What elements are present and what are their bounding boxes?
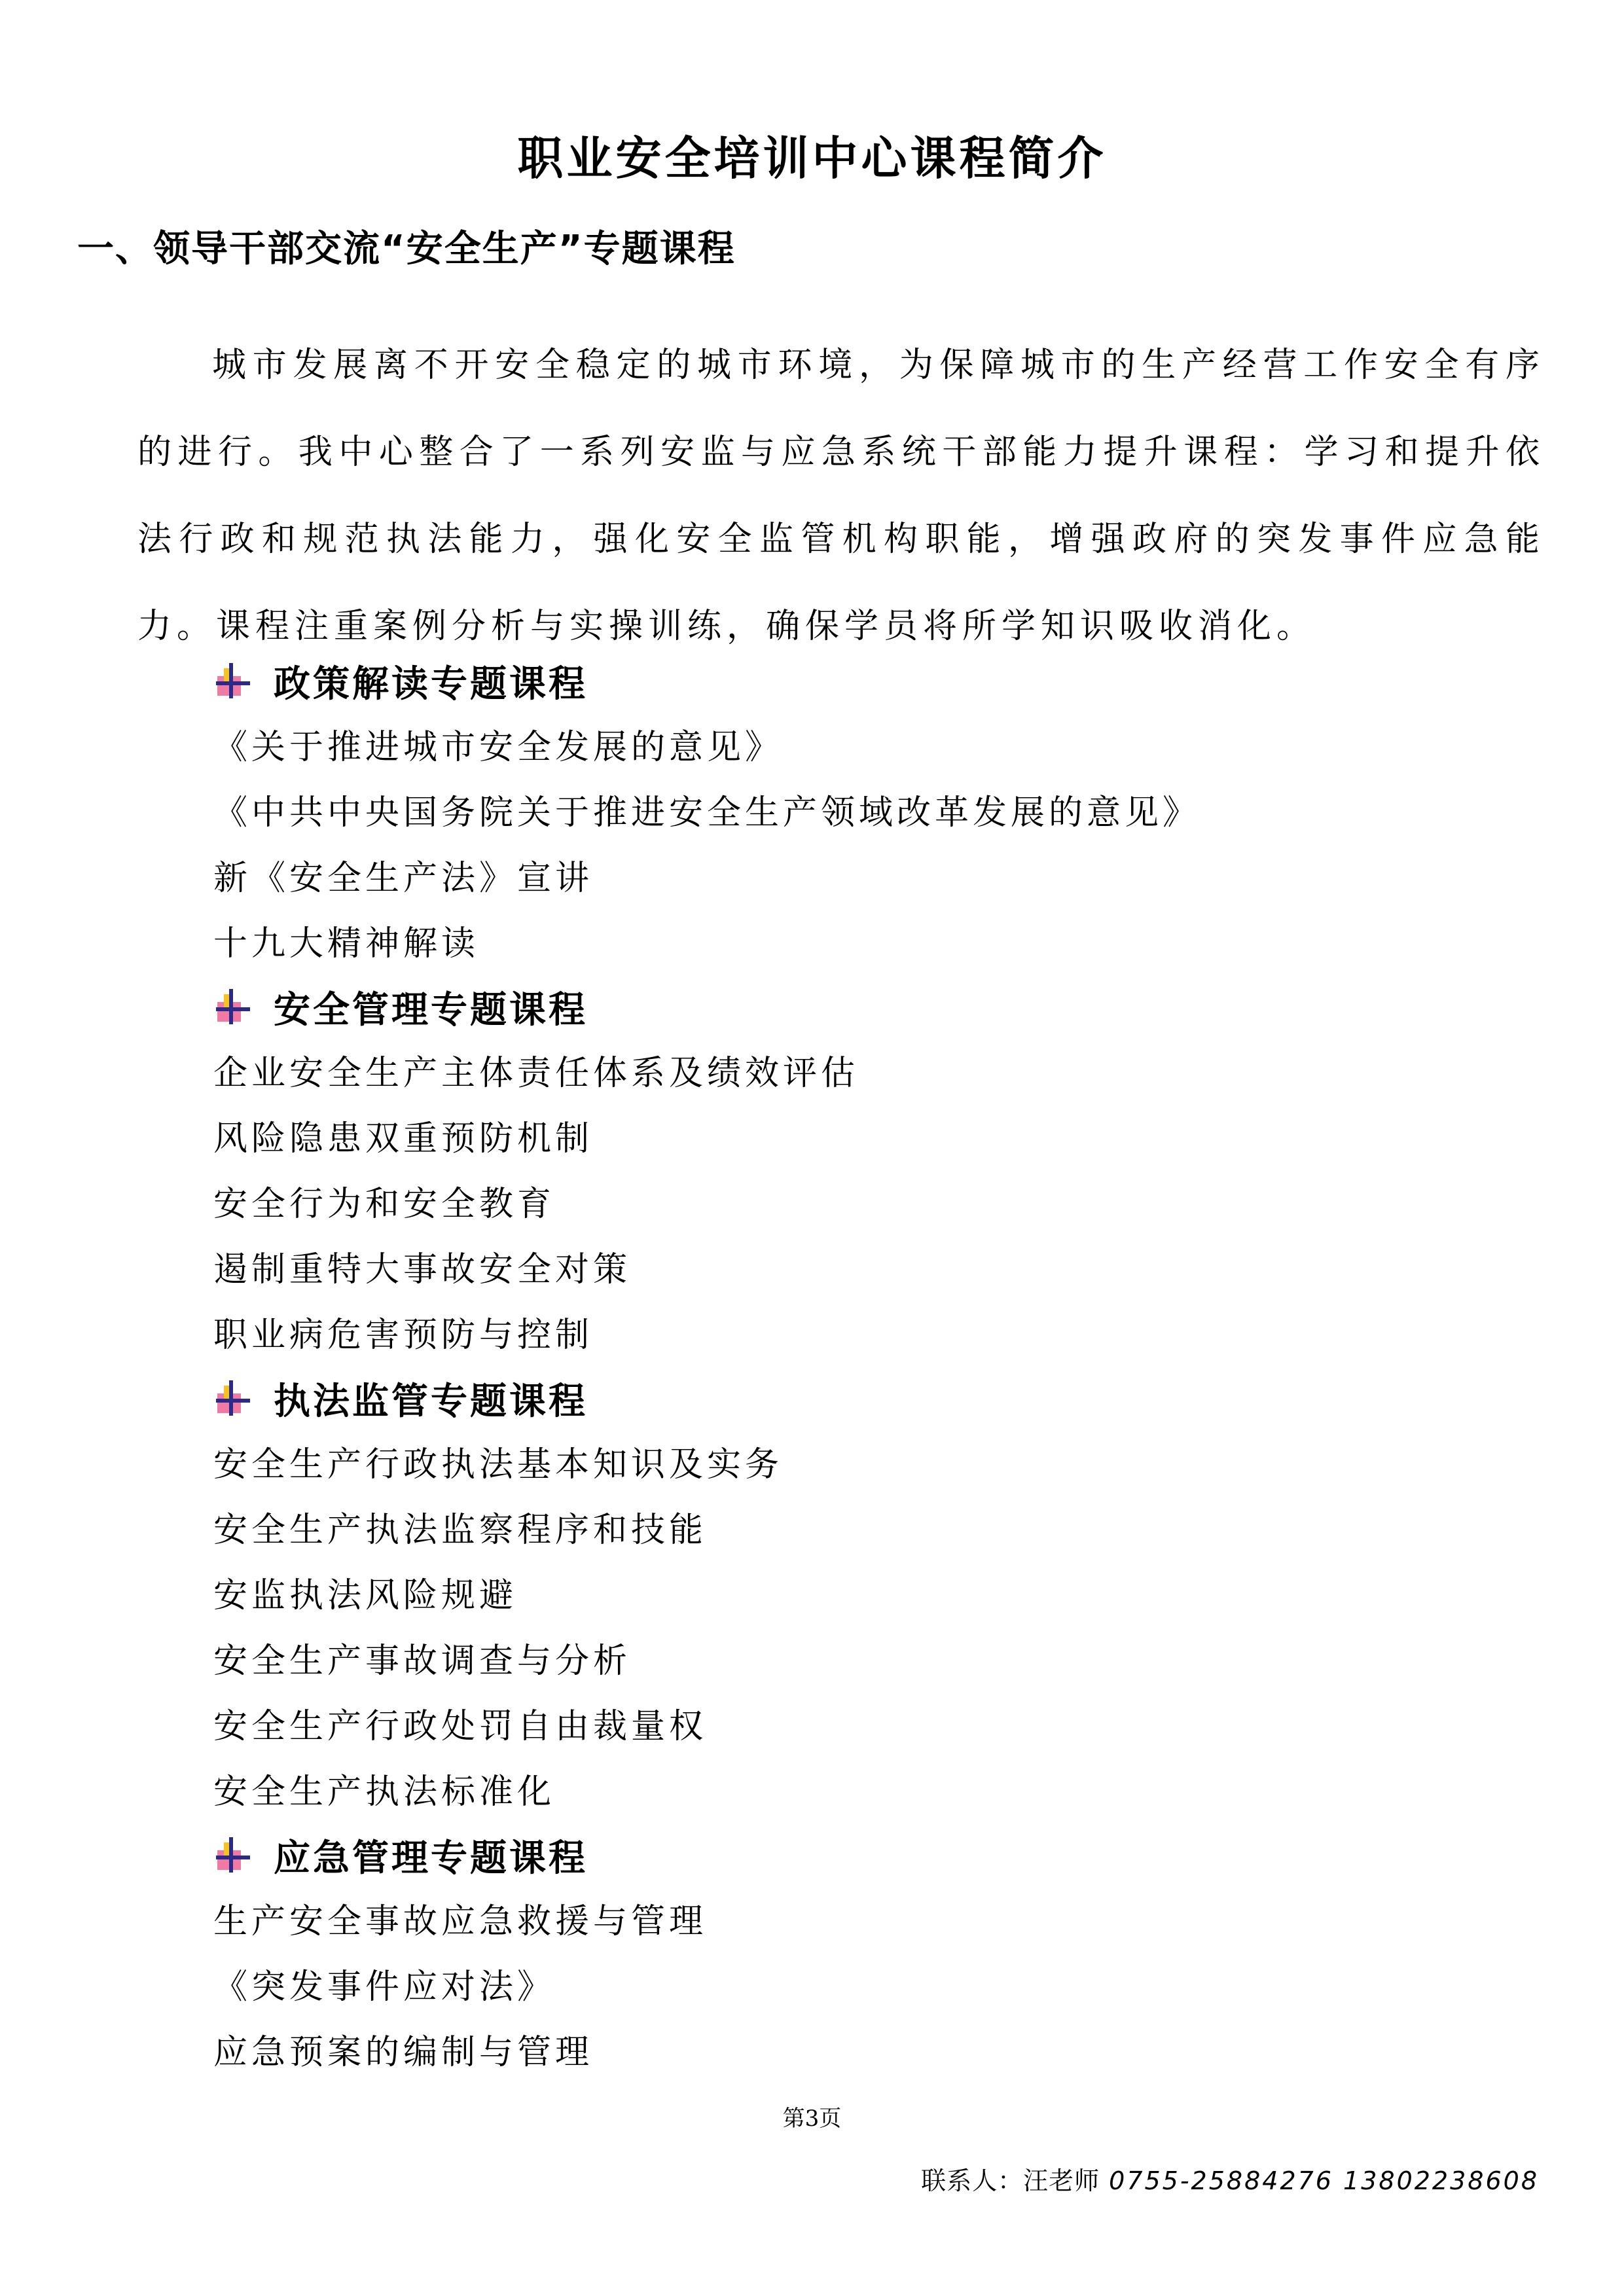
bullet-cross-icon [213, 1379, 255, 1418]
bullet-cross-icon [213, 1836, 255, 1875]
contact-label: 联系人：汪老师 [921, 2166, 1100, 2195]
list-item: 生产安全事故应急救援与管理 [213, 1902, 708, 1941]
list-item: 安全生产事故调查与分析 [213, 1641, 632, 1681]
category-label: 执法监管专题课程 [274, 1380, 588, 1423]
list-item: 安监执法风险规避 [213, 1576, 518, 1615]
category-emergency [213, 1826, 588, 1885]
list-item: 《中共中央国务院关于推进安全生产领域改革发展的意见》 [213, 793, 1201, 833]
list-item: 《关于推进城市安全发展的意见》 [213, 728, 784, 767]
list-item: 职业病危害预防与控制 [213, 1316, 594, 1355]
contact-phones: 0755-25884276 13802238608 [1109, 2166, 1539, 2195]
bullet-cross-icon [213, 988, 255, 1027]
category-label: 政策解读专题课程 [274, 663, 588, 706]
category-policy [213, 652, 588, 711]
list-item: 安全生产执法标准化 [213, 1772, 556, 1812]
contact-info [921, 2162, 1539, 2199]
list-item: 安全生产执法监察程序和技能 [213, 1511, 708, 1550]
list-item: 十九大精神解读 [213, 924, 480, 963]
category-label: 安全管理专题课程 [274, 989, 588, 1031]
list-item: 安全生产行政执法基本知识及实务 [213, 1445, 784, 1484]
list-item: 安全生产行政处罚自由裁量权 [213, 1707, 708, 1746]
category-enforcement [213, 1369, 588, 1428]
category-safety-management [213, 978, 588, 1037]
list-item: 新《安全生产法》宣讲 [213, 859, 594, 898]
list-item: 企业安全生产主体责任体系及绩效评估 [213, 1054, 859, 1093]
bullet-cross-icon [213, 662, 255, 701]
list-item: 《突发事件应对法》 [213, 1967, 556, 2007]
section-heading: 一、领导干部交流“安全生产”专题课程 [77, 228, 736, 270]
intro-paragraph: 城市发展离不开安全稳定的城市环境，为保障城市的生产经营工作安全有序的进行。我中心整合了一系列安监与应急系统干部能力提升课程：学习和提升依法行政和规范执法能力，强化安全监管机构职能，增强政府的突发事件应急能力。课程注重案例分析与实操训练，确保学员将所学知识吸收消化。 [137, 346, 1545, 646]
list-item: 应急预案的编制与管理 [213, 2033, 594, 2072]
page-title: 职业安全培训中心课程简介 [517, 132, 1107, 185]
page-number: 第3页 [782, 2106, 842, 2132]
category-label: 应急管理专题课程 [274, 1837, 588, 1880]
list-item: 风险隐患双重预防机制 [213, 1119, 594, 1158]
list-item: 安全行为和安全教育 [213, 1185, 556, 1224]
list-item: 遏制重特大事故安全对策 [213, 1250, 632, 1289]
